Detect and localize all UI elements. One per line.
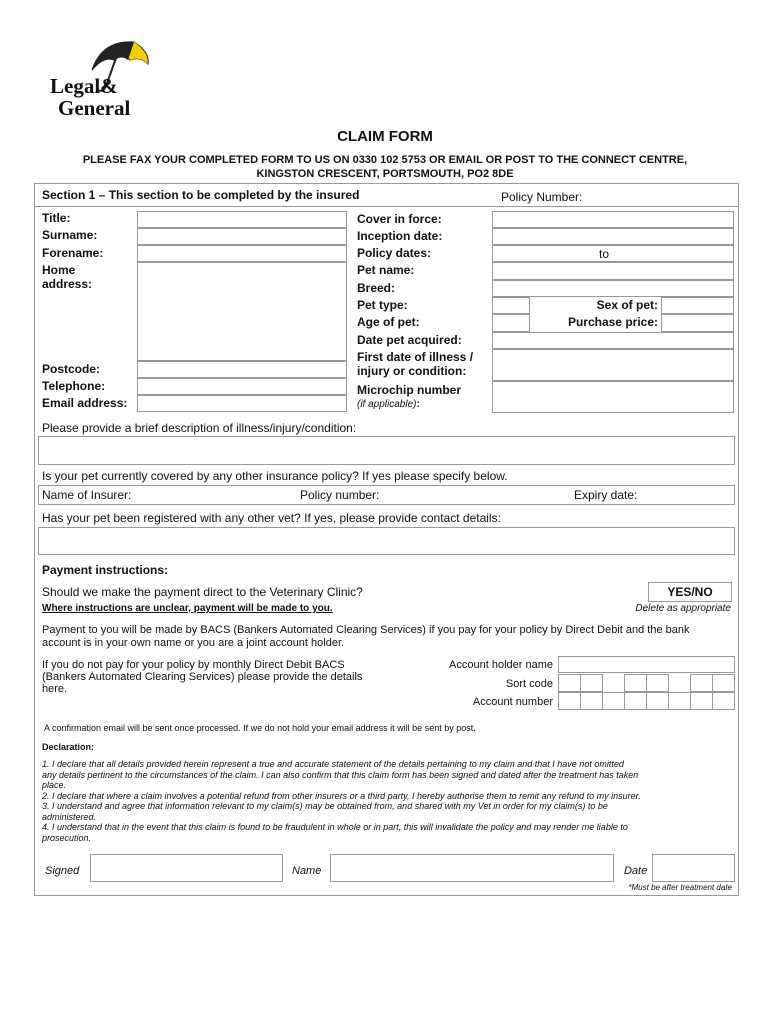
microchip-note-text: (if applicable) xyxy=(357,399,417,410)
telephone-label: Telephone: xyxy=(42,379,106,393)
cover-in-force-field[interactable] xyxy=(492,211,734,228)
pet-name-field[interactable] xyxy=(492,262,734,280)
sort-code-digit-2[interactable] xyxy=(580,674,603,692)
other-insurance-question: Is your pet currently covered by any other insurance policy? If yes please specify below. xyxy=(42,469,508,483)
date-label: Date xyxy=(624,865,648,877)
forename-label: Forename: xyxy=(42,246,104,260)
pet-type-label: Pet type: xyxy=(357,298,408,312)
section1-heading: Section 1 – This section to be completed by the insured xyxy=(42,188,360,202)
name-field[interactable] xyxy=(330,854,614,882)
postcode-label: Postcode: xyxy=(42,362,101,376)
description-prompt: Please provide a brief description of illness/injury/condition: xyxy=(42,421,357,435)
breed-label: Breed: xyxy=(357,281,396,295)
age-of-pet-field[interactable] xyxy=(492,314,530,332)
instructions-line2: KINGSTON CRESCENT, PORTSMOUTH, PO2 8DE xyxy=(256,168,514,180)
policy-dates-field[interactable] xyxy=(492,245,734,262)
address-field[interactable] xyxy=(137,262,347,361)
postcode-field[interactable] xyxy=(137,361,347,378)
first-date-label-2: injury or condition: xyxy=(357,364,467,378)
account-digit-8[interactable] xyxy=(712,692,735,710)
confirmation-text: A confirmation email will be sent once processed. If we do not hold your email address it will be sent by post. xyxy=(44,723,476,733)
policy-dates-to: to xyxy=(599,247,610,261)
account-digit-6[interactable] xyxy=(668,692,691,710)
bacs-line2: account is in your own name or you are a joint account holder. xyxy=(42,637,345,649)
account-number-label: Account number xyxy=(472,696,553,708)
title-field[interactable] xyxy=(137,211,347,228)
date-acquired-field[interactable] xyxy=(492,332,734,349)
telephone-field[interactable] xyxy=(137,378,347,395)
logo-ampersand: & xyxy=(100,74,118,98)
dd-line1: If you do not pay for your policy by monthly Direct Debit BACS xyxy=(42,659,345,671)
declaration-heading: Declaration: xyxy=(42,742,95,752)
purchase-price-field[interactable] xyxy=(661,314,734,332)
address-label: address: xyxy=(42,277,93,291)
other-vet-field[interactable] xyxy=(38,527,735,555)
declaration-line: 3. I understand and agree that information relevant to my claim(s) may be obtained from, and shared with my Vet in order for my claim(s) to be xyxy=(42,801,608,811)
purchase-price-label: Purchase price: xyxy=(567,315,658,329)
inception-date-label: Inception date: xyxy=(357,229,443,243)
first-date-label-1: First date of illness / xyxy=(357,350,474,364)
email-label: Email address: xyxy=(42,396,128,410)
sort-code-digit-4[interactable] xyxy=(646,674,669,692)
signed-field[interactable] xyxy=(90,854,283,882)
surname-field[interactable] xyxy=(137,228,347,245)
other-policy-label: Policy number: xyxy=(300,488,380,502)
account-holder-label: Account holder name xyxy=(449,659,553,671)
instructions-line1: PLEASE FAX YOUR COMPLETED FORM TO US ON 0330 102 5753 OR EMAIL OR POST TO THE CONNECT CENTRE, xyxy=(82,154,688,166)
account-digit-4[interactable] xyxy=(624,692,647,710)
home-label: Home xyxy=(42,263,76,277)
declaration-line: place. xyxy=(42,780,67,790)
delete-note: Delete as appropriate xyxy=(635,603,731,614)
microchip-note-colon: : xyxy=(416,399,420,410)
sort-code-digit-1[interactable] xyxy=(558,674,581,692)
sort-code-digit-6[interactable] xyxy=(712,674,735,692)
account-digit-5[interactable] xyxy=(646,692,669,710)
other-vet-prompt: Has your pet been registered with any other vet? If yes, please provide contact details: xyxy=(42,511,501,525)
legal-general-logo xyxy=(44,38,154,124)
description-field[interactable] xyxy=(38,436,735,465)
account-holder-field[interactable] xyxy=(558,656,735,673)
age-of-pet-label: Age of pet: xyxy=(357,315,420,329)
payment-question: Should we make the payment direct to the Veterinary Clinic? xyxy=(42,585,363,599)
expiry-label: Expiry date: xyxy=(574,488,638,502)
account-digit-2[interactable] xyxy=(580,692,603,710)
account-digit-7[interactable] xyxy=(690,692,713,710)
policy-dates-label: Policy dates: xyxy=(357,246,432,260)
cover-in-force-label: Cover in force: xyxy=(357,212,442,226)
account-digit-1[interactable] xyxy=(558,692,581,710)
insurer-label: Name of Insurer: xyxy=(42,488,132,502)
declaration-line: any details pertinent to the circumstances of the claim. I can also confirm that this claim form has been signed and dated after the treatment has taken xyxy=(42,769,639,780)
declaration-line: 1. I declare that all details provided herein represent a true and accurate statement of the details pertaining to my claim and that I have not omitted xyxy=(42,759,624,769)
surname-label: Surname: xyxy=(42,228,98,242)
pet-name-label: Pet name: xyxy=(357,263,415,277)
bacs-line1: Payment to you will be made by BACS (Bankers Automated Clearing Services) if you pay for your policy by Direct Debit and the bank xyxy=(42,624,690,636)
microchip-field[interactable] xyxy=(492,381,734,413)
microchip-note xyxy=(357,399,420,410)
form-title: CLAIM FORM xyxy=(337,128,433,145)
declaration-line: administered. xyxy=(42,811,97,822)
declaration-line: 4. I understand that in the event that this claim is found to be fraudulent in whole or in part, this will invalidate the policy and may render me liable to xyxy=(42,822,628,832)
payment-heading: Payment instructions: xyxy=(42,563,169,577)
date-acquired-label: Date pet acquired: xyxy=(357,333,462,347)
pet-type-field[interactable] xyxy=(492,297,530,314)
title-label: Title: xyxy=(42,211,71,225)
declaration-text xyxy=(42,759,641,843)
account-digit-3[interactable] xyxy=(602,692,625,710)
date-note: *Must be after treatment date xyxy=(628,883,732,892)
yes-no-box[interactable]: YES/NO xyxy=(648,582,732,602)
logo-line1: Legal xyxy=(50,74,101,98)
sort-code-digit-3[interactable] xyxy=(624,674,647,692)
signed-label: Signed xyxy=(45,865,80,877)
inception-date-field[interactable] xyxy=(492,228,734,245)
forename-field[interactable] xyxy=(137,245,347,262)
first-date-field[interactable] xyxy=(492,349,734,381)
heading-divider xyxy=(34,206,739,207)
sort-code-label: Sort code xyxy=(505,678,553,690)
sex-of-pet-field[interactable] xyxy=(661,297,734,314)
logo-line2: General xyxy=(58,96,131,120)
microchip-label: Microchip number xyxy=(357,383,462,397)
sex-of-pet-label: Sex of pet: xyxy=(596,298,658,312)
dd-line2: (Bankers Automated Clearing Services) please provide the details xyxy=(42,671,363,683)
declaration-line: prosecution. xyxy=(42,832,92,843)
breed-field[interactable] xyxy=(492,280,734,297)
name-label: Name xyxy=(292,865,322,877)
email-field[interactable] xyxy=(137,395,347,412)
dd-line3: here. xyxy=(42,683,68,695)
policy-number-label: Policy Number: xyxy=(501,190,583,204)
date-field[interactable] xyxy=(652,854,735,882)
unclear-note: Where instructions are unclear, payment will be made to you. xyxy=(42,603,333,614)
declaration-line: 2. I declare that where a claim involves a potential refund from other insurers or a third party, I hereby authorise them to remit any refund to my insurer. xyxy=(42,790,641,801)
sort-code-digit-5[interactable] xyxy=(690,674,713,692)
